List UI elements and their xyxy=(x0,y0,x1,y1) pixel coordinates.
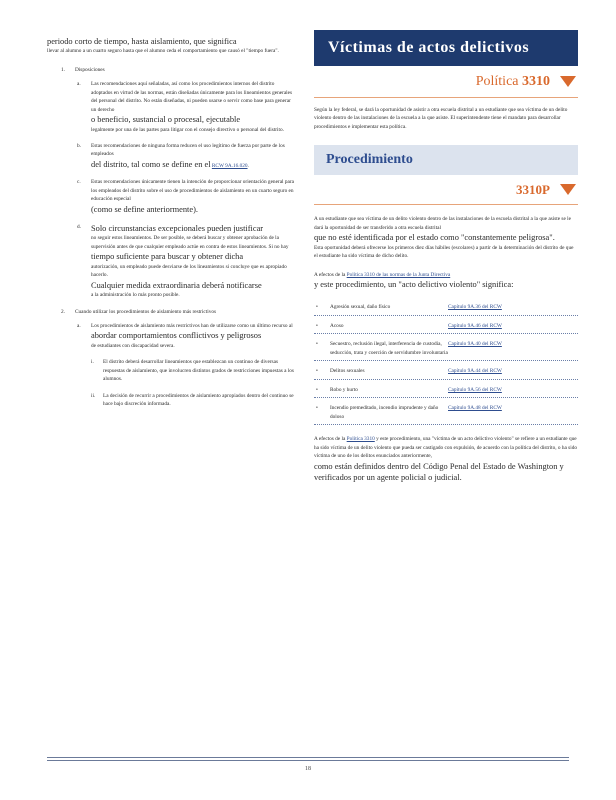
proc-p3-text-1: A efectos de la xyxy=(314,436,346,443)
item-roman-ii-text: La decisión de recurrir a procedimientos de aislamiento apropiados dentro del continuo se hace bajo discreción informada. xyxy=(103,392,294,408)
list-marker: b. xyxy=(77,142,81,149)
definition-text: Secuestro, reclusión ilegal, interferencia de custodia, seducción, trata y coerción de servidumbre involuntaria xyxy=(330,341,448,356)
bullet: • xyxy=(316,405,318,412)
definition-row xyxy=(314,364,578,379)
item-d-text-2: autorización, un empleado puede desviarse de los lineamientos si concluye que es apropiado hacerlo. xyxy=(91,263,287,279)
section-2-title: Cuando utilizar los procedimientos de aislamiento más restrictivos xyxy=(75,308,217,315)
list-marker: a. xyxy=(77,322,81,329)
definition-text: Acoso xyxy=(330,322,344,329)
procedure-number: 3310P xyxy=(516,181,550,197)
list-item-roman-i xyxy=(91,358,295,383)
item-roman-i-text: El distrito deberá desarrollar lineamientos que establezcan un continuo de diversas respuestas de aislamiento, que involucren distintos grados de restricciones impuestas a los alumnos. xyxy=(103,359,294,383)
intro-small-text: llevar al alumno a un cuarto seguro hasta que el alumno ceda el comportamiento que causó el "tiempo fuera". xyxy=(47,48,279,55)
section-1-number: 1. xyxy=(61,66,65,73)
item-2a-text-1: Los procedimientos de aislamiento más restrictivos han de utilizarse como un último recurso al xyxy=(91,322,293,329)
item-b-emphasis: del distrito, tal como se define en el xyxy=(91,159,211,169)
item-d-text-3: a la administración lo más pronto posible. xyxy=(91,292,180,299)
item-b-text: Estas recomendaciones de ninguna forma reducen el uso legítimo de fuerza por parte de los empleados xyxy=(91,142,285,158)
definition-row xyxy=(314,300,578,315)
item-a-text-1: Las recomendaciones aquí señaladas, así como los procedimientos internos del distrito adoptados en virtud de las normas, están diseñadas únicamente para los lineamientos generales del personal del distrito. No están diseñadas, ni pueden usarse o servir como base para generar un derecho xyxy=(91,81,293,113)
triangle-down-icon xyxy=(560,184,576,195)
page-number: 18 xyxy=(305,766,311,772)
policy-prefix: Política xyxy=(475,73,519,89)
item-d-emphasis-1: Solo circunstancias excepcionales pueden justificar xyxy=(91,224,264,234)
item-a-emphasis: o beneficio, sustancial o procesal, ejecutable xyxy=(91,115,241,125)
definition-text: Incendio premeditado, incendio imprudente y daño doloso xyxy=(330,405,439,420)
bullet: • xyxy=(316,322,318,329)
section-2-number: 2. xyxy=(61,308,65,315)
item-d-emphasis-3: Cualquier medida extraordinaria deberá notificarse xyxy=(91,280,262,290)
item-c-emphasis: (como se define anteriormente). xyxy=(91,204,198,214)
procedure-paragraph-3 xyxy=(314,435,578,483)
item-b-end: . xyxy=(247,162,249,169)
definition-row xyxy=(314,401,578,425)
proc-p3-text-2: y este procedimiento, una "víctima de un acto delictivo violento" se refiere a un estudiante que ha sido víctima de un delito violento que pueda ser castigado con expulsión, de acuerdo con la política del distrito, o ha sido víctima de uno de los delitos enunciados anteriormente, xyxy=(314,436,578,460)
list-marker: c. xyxy=(77,179,81,186)
bullet: • xyxy=(316,386,318,393)
footer-rule-top xyxy=(47,757,569,758)
list-item-2a xyxy=(77,322,295,350)
bullet: • xyxy=(316,368,318,375)
list-marker: ii. xyxy=(91,392,96,399)
definition-text: Delitos sexuales xyxy=(330,368,365,375)
list-item-d xyxy=(77,223,295,299)
rcw-reference-link[interactable]: Capítulo 9A.36 del RCW xyxy=(448,304,502,311)
definitions-list xyxy=(314,300,578,425)
policy-number: 3310 xyxy=(522,73,550,89)
list-marker: a. xyxy=(77,81,81,88)
list-item-b xyxy=(77,142,295,170)
left-column xyxy=(47,36,295,417)
policy-3310-link-2[interactable]: Política 3310 xyxy=(346,436,375,443)
right-column xyxy=(314,30,578,493)
list-item-c xyxy=(77,178,295,215)
policy-label xyxy=(476,74,550,90)
policy-number-row xyxy=(314,66,578,98)
procedure-banner xyxy=(314,145,578,175)
item-d-emphasis-2: tiempo suficiente para buscar y obtener dicha xyxy=(91,252,244,262)
proc-p3-emphasis: como están definidos dentro del Código Penal del Estado de Washington y verificados por un agente policial o judicial. xyxy=(314,461,564,482)
policy-paragraph: Según la ley federal, se dará la oportunidad de asistir a otra escuela distrital a un estudiante que sea víctima de un delito violento dentro de las instalaciones de la escuela a la que asiste. El superintendente tiene el mandato para desarrollar procedimientos e implementar esta política. xyxy=(314,107,568,130)
procedure-title: Procedimiento xyxy=(326,152,413,168)
section-1-heading xyxy=(61,66,295,74)
proc-p1-text-2: Esta oportunidad deberá ofrecerse los primeros diez días hábiles (escolares) a partir de la determinación del distrito de que el estudiante ha sido víctima de dicho delito. xyxy=(314,244,574,260)
proc-p2-text: A efectos de la xyxy=(314,271,346,278)
definition-text: Agresión sexual, daño físico xyxy=(330,304,391,311)
section-2-heading xyxy=(61,308,295,316)
item-a-text-2: legalmente por una de las partes para litigar con el consejo directivo o personal del distrito. xyxy=(91,126,284,133)
triangle-down-icon xyxy=(560,76,576,87)
definition-row xyxy=(314,383,578,398)
rcw-reference-link[interactable]: Capítulo 9A.40 del RCW xyxy=(448,341,502,348)
rcw-reference-link[interactable]: Capítulo 9A.48 del RCW xyxy=(448,405,502,412)
policy-3310-link[interactable]: Política 3310 de las normas de la Junta Directiva xyxy=(346,271,451,278)
intro-paragraph xyxy=(47,36,295,56)
section-1-title: Disposiciones xyxy=(75,66,105,73)
rcw-reference-link[interactable]: Capítulo 9A.56 del RCW xyxy=(448,386,502,393)
item-d-text-1: no seguir estos lineamientos. De ser posible, se deberá buscar y obtener aprobación de la supervisión antes de que cualquier empleado actúe en contra de estos lineamientos. Si no hay xyxy=(91,235,289,250)
list-marker: d. xyxy=(77,224,81,231)
rcw-reference-link[interactable]: Capítulo 9A.46 del RCW xyxy=(448,322,502,329)
item-c-text: Estas recomendaciones únicamente tienen la intención de proporcionar orientación general para los empleados del distrito sobre el uso de procedimientos de aislamiento en un cuarto seguro en educación especial xyxy=(91,179,294,203)
footer-rule-bottom xyxy=(47,760,569,761)
intro-large-text: periodo corto de tiempo, hasta aislamiento, que significa xyxy=(47,37,237,46)
list-marker: i. xyxy=(91,359,94,366)
rcw-reference-link[interactable]: Capítulo 9A.44 del RCW xyxy=(448,368,502,375)
item-2a-text-2: de estudiantes con discapacidad severa. xyxy=(91,342,175,349)
procedure-paragraph-1 xyxy=(314,215,578,260)
rcw-link[interactable]: RCW 9A.16.020 xyxy=(211,162,248,169)
proc-p2-emphasis: y este procedimiento, un "acto delictivo violento" significa: xyxy=(314,280,514,290)
bullet: • xyxy=(316,341,318,348)
section-title-banner xyxy=(314,30,578,66)
proc-p1-emphasis: que no esté identificada por el estado como "constantemente peligrosa". xyxy=(314,233,555,243)
list-item-roman-ii xyxy=(91,392,295,409)
procedure-number-row xyxy=(314,175,578,205)
bullet: • xyxy=(316,304,318,311)
definition-text: Robo y hurto xyxy=(330,386,358,393)
list-item-a xyxy=(77,80,295,134)
procedure-paragraph-2 xyxy=(314,271,578,291)
section-title: Víctimas de actos delictivos xyxy=(328,39,530,56)
proc-p1-text: A un estudiante que sea víctima de un delito violento dentro de las instalaciones de la escuela distrital a la que asiste se le dará la oportunidad de ser transferido a otra escuela distrital xyxy=(314,216,571,231)
item-2a-emphasis: abordar comportamientos conflictivos y peligrosos xyxy=(91,331,262,341)
definition-row xyxy=(314,337,578,361)
definition-row xyxy=(314,319,578,334)
